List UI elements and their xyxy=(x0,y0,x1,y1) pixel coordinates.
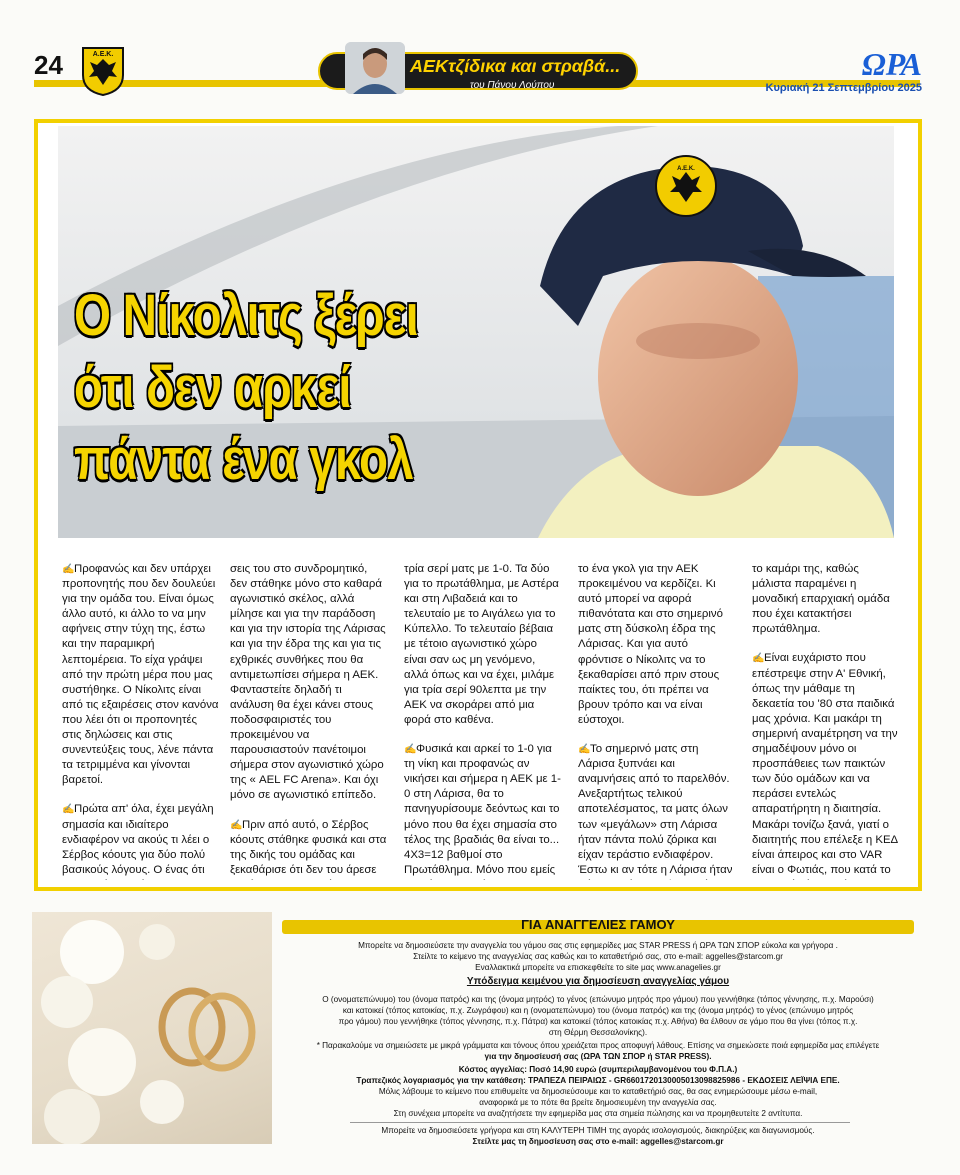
flowers-rings-image xyxy=(32,912,272,1144)
article-paragraph xyxy=(404,562,561,728)
ad-divider xyxy=(350,1122,850,1123)
article-paragraph xyxy=(62,802,219,880)
ad-sample-text: Ο (ονοματεπώνυμο) του (όνομα πατρός) και της (όνομα μητρός) το γένος (επώνυμο μητρός προ γάμου) που γεννήθηκε (τόπος γέννησης, π.χ. Μαρούσι) xyxy=(322,995,874,1004)
article-paragraph xyxy=(230,818,387,881)
paragraph-text: σεις του στο συνδρομητικό, δεν στάθηκε μόνο στο καθαρά αγωνιστικό σκέλος, αλλά μίλησε και για την παράδοση και για την ιστορία της Λάρισας και για την έδρα της και για τις εχθρικές συνθήκες που θα αντιμετωπίσει σήμερα η ΑΕΚ. Φανταστείτε δηλαδή τι ανάλυση θα έχει κάνει στους ποδοσφαιριστές του προκειμένου να παρουσιαστούν πανέτοιμοι σήμερα στον αγωνιστικό χώρο της « AEL FC Arena». Και όχι μόνο σε αγωνιστικό επίπεδο. xyxy=(230,563,386,802)
paragraph-text: Πρώτα απ' όλα, έχει μεγάλη σημασία και ιδιαίτερο ενδιαφέρον να ακούς τι λέει ο Σέρβος κόουτς για δύο πολύ βασικούς λόγους. Ο ένας ότι xyxy=(62,803,214,876)
issue-date: Κυριακή 21 Σεπτεμβρίου 2025 xyxy=(765,82,922,94)
paragraph-text: Φυσικά και αρκεί το 1-0 για τη νίκη και προφανώς αν νικήσει και σήμερα η ΑΕΚ με 1-0 στη Λάρισα, θα το πανηγυρίσουμε δεόντως και το μόνο που θα έχει σημασία στο τέλος της βραδιάς θα είναι το... 4Χ3=12 βαθμοί στο Πρωτάθλημα. Μόνο που εμείς xyxy=(404,743,561,876)
ad-footer-email: Στείλτε μας τη δημοσίευση σας στο e-mail: aggelles@starcom.gr xyxy=(472,1137,724,1146)
ad-bank: Τραπεζικός λογαριασμός για την κατάθεση: ΤΡΑΠΕΖΑ ΠΕΙΡΑΙΩΣ - GR6601720130005013098825986 - ΕΚΔΟΣΕΙΣ ΛΕΪΨΙΑ ΕΠΕ. xyxy=(356,1076,840,1085)
ad-title: ΓΙΑ ΑΝΑΓΓΕΛΙΕΣ ΓΑΜΟΥ xyxy=(521,917,675,932)
headline xyxy=(74,280,533,496)
ad-subtitle: Υπόδειγμα κειμένου για δημοσίευση αναγγελίας γάμου xyxy=(466,976,730,987)
article-paragraph xyxy=(752,651,898,880)
article-paragraph xyxy=(230,562,387,804)
paper-name: ΩΡΑ xyxy=(861,46,922,82)
headline-line: πάντα ένα γκολ xyxy=(74,427,413,492)
aek-logo-icon xyxy=(80,45,126,97)
column-author: του Πάνου Λούπου xyxy=(470,80,555,91)
author-avatar xyxy=(345,42,405,94)
ad-note: για την δημοσίευσή σας (ΩΡΑ ΤΩΝ ΣΠΟΡ ή STAR PRESS). xyxy=(484,1052,712,1061)
ad-text: Μπορείτε να δημοσιεύσετε την αναγγελία του γάμου σας στις εφημερίδες μας STAR PRESS ή ΩΡΑ ΤΩΝ ΣΠΟΡ εύκολα και γρήγορα . xyxy=(358,941,838,950)
page-number: 24 xyxy=(34,50,63,80)
ad-text: Στη συνέχεια μπορείτε να αναζητήσετε την εφημερίδα μας στα σημεία πώλησης και να προμηθευτείτε 2 αντίτυπα. xyxy=(393,1109,803,1118)
pen-icon: ✍ xyxy=(230,819,243,831)
ad-text: Στείλτε το κείμενο της αναγγελίας σας καθώς και το καταθετήριό σας, στο e-mail: aggelles@starcom.gr xyxy=(413,952,783,961)
article-paragraph xyxy=(578,742,735,880)
ad-note: * Παρακαλούμε να σημειώσετε με μικρά γράμματα και τόνους όπου χρειάζεται προς αποφυγή λάθους. Επίσης να σημειώσετε ποιά εφημερίδα μας επιλέγετε xyxy=(316,1041,880,1050)
paragraph-text: το καμάρι της, καθώς μάλιστα παραμένει η μοναδική επαρχιακή ομάδα που έχει κατακτήσει πρωτάθλημα. xyxy=(752,563,890,636)
logo-text: Α.Ε.Κ. xyxy=(92,51,114,58)
ad-text: Μόλις λάβουμε το κείμενο που επιθυμείτε να δημοσιεύσουμε και το καταθετήριό σας, θα σας ενημερώσουμε μέσω e-mail, xyxy=(378,1087,818,1096)
article-column-2 xyxy=(230,562,387,880)
wedding-announcement-ad xyxy=(32,912,922,1144)
pen-icon: ✍ xyxy=(404,744,417,756)
paragraph-text: Το σημερινό ματς στη Λάρισα ξυπνάει και αναμνήσεις από το παρελθόν. Ανεξαρτήτως τελικού αποτελέσματος, τα ματς όλων των «μεγάλων» στη Λάρισα ήταν πάντα πολύ ζόρικα και είχαν τεράστιο ενδιαφέρον. Έστω κι αν τότε η Λάρισα ήταν xyxy=(578,743,733,876)
ad-footer: Μπορείτε να δημοσιεύσετε γρήγορα και στη ΚΑΛΥΤΕΡΗ ΤΙΜΗ της αγοράς ισολογισμούς, διακηρύξεις και διαγωνισμούς. xyxy=(381,1126,815,1135)
ad-text: Εναλλακτικά μπορείτε να επισκεφθείτε το site μας www.anagelies.gr xyxy=(475,963,721,972)
article-body xyxy=(62,562,898,882)
article-paragraph xyxy=(752,562,898,637)
article-paragraph xyxy=(62,562,219,788)
paragraph-text: τρία σερί ματς με 1-0. Τα δύο για το πρωτάθλημα, με Αστέρα και στη Λιβαδειά και το τελευταίο με το Αιγάλεω για το Κύπελλο. Το τελευταίο βέβαια με τέτοιο αγωνιστικό χώρο είναι σαν ως μη γενόμενο, αλλά όπως και να έχει, μιλάμε για τρία σερί 90λεπτα με την ΑΕΚ να σκοράρει από μια φορά στο καθένα. xyxy=(404,563,559,726)
headline-line: ότι δεν αρκεί xyxy=(74,355,351,420)
article-paragraph xyxy=(404,742,561,880)
pen-icon: ✍ xyxy=(62,564,75,575)
headline-line: Ο Νίκολιτς ξέρει xyxy=(74,283,419,348)
paragraph-text: το ένα γκολ για την ΑΕΚ προκειμένου να κερδίζει. Κι αυτό μπορεί να αφορά πιθανότατα και στο σημερινό ματς στη δύσκολη έδρα της Λάρισας. Και για αυτό φρόντισε ο Νίκολιτς να το ξεκαθαρίσει από πριν στους παίκτες του, ότι πρέπει να βρουν τρόπο και να είναι εύστοχοι. xyxy=(578,563,723,726)
article-paragraph xyxy=(578,562,735,728)
pen-icon: ✍ xyxy=(62,804,75,816)
ad-text: αναφορικά με το πότε θα βρείτε δημοσιευμένη την αναγγελία σας. xyxy=(479,1098,717,1107)
ad-photo xyxy=(32,912,272,1144)
ad-sample-text: προ γάμου) που γεννήθηκε (τόπος γέννησης, π.χ. Πάτρα) και κατοικεί (τόπος κατοικίας π.χ. Αθήνα) θα έλθουν σε γάμο που θα γίνει (τόπος π.χ. xyxy=(338,1017,858,1026)
article-column-5 xyxy=(752,562,898,880)
ad-sample-text: και κατοικεί (τόπος κατοικίας, π.χ. Ζωγράφου) και η (ονοματεπώνυμο) του (όνομα πατρός) και της (όνομα μητρός) το γένος (επώνυμο μητρός xyxy=(342,1006,854,1015)
pen-icon: ✍ xyxy=(752,653,765,665)
pen-icon: ✍ xyxy=(578,744,591,756)
paragraph-text: Προφανώς και δεν υπάρχει προπονητής που δεν δουλεύει για την ομάδα του. Είναι όμως άλλο αυτό, κι άλλο το να μην αφήνεις στην τύχη της, έστω και την παραμικρή λεπτομέρεια. Το είχα γράψει από την πρώτη μέρα που μας συστήθηκε. Ο Νίκολιτς είναι από τις εξαιρέσεις στον κανόνα που λέει ότι οι προπονητές στις δηλώσεις και στις συνεντεύξεις τους, λένε πάντα τα τετριμμένα και γίνονται βαρετοί. xyxy=(62,563,219,787)
paragraph-text: Είναι ευχάριστο που επέστρεψε στην Α' Εθνική, όπως την μάθαμε τη δεκαετία του '80 στα παιδικά μας χρόνια. Και μακάρι τη σημερινή αναμέτρηση να την σημαδέψουν μόνο οι προσπάθειες των παικτών των δύο ομάδων και να περάσει εντελώς απαρατήρητη η διαιτησία. Μακάρι τονίζω ξανά, γιατί ο διαιτητής που επέλεξε η ΚΕΔ είναι άπειρος και στο VAR είναι ο Φωτιάς, που κατά το xyxy=(752,652,898,876)
article-column-1 xyxy=(62,562,219,880)
paragraph-text: Πριν από αυτό, ο Σέρβος κόουτς στάθηκε φυσικά και στα της δικής του ομάδας και ξεκαθάρισε ότι δεν του άρεσε xyxy=(230,818,387,876)
ad-cost: Κόστος αγγελίας: Ποσό 14,90 ευρώ (συμπεριλαμβανομένου του Φ.Π.Α.) xyxy=(458,1065,738,1074)
article-column-3 xyxy=(404,562,561,880)
article-column-4 xyxy=(578,562,735,880)
cap-text: Α.Ε.Κ. xyxy=(677,166,695,172)
ad-sample-text: στη Θέρμη Θεσσαλονίκης). xyxy=(548,1028,648,1037)
column-title: ΑΕΚτζίδικα και στραβά... xyxy=(410,56,621,76)
